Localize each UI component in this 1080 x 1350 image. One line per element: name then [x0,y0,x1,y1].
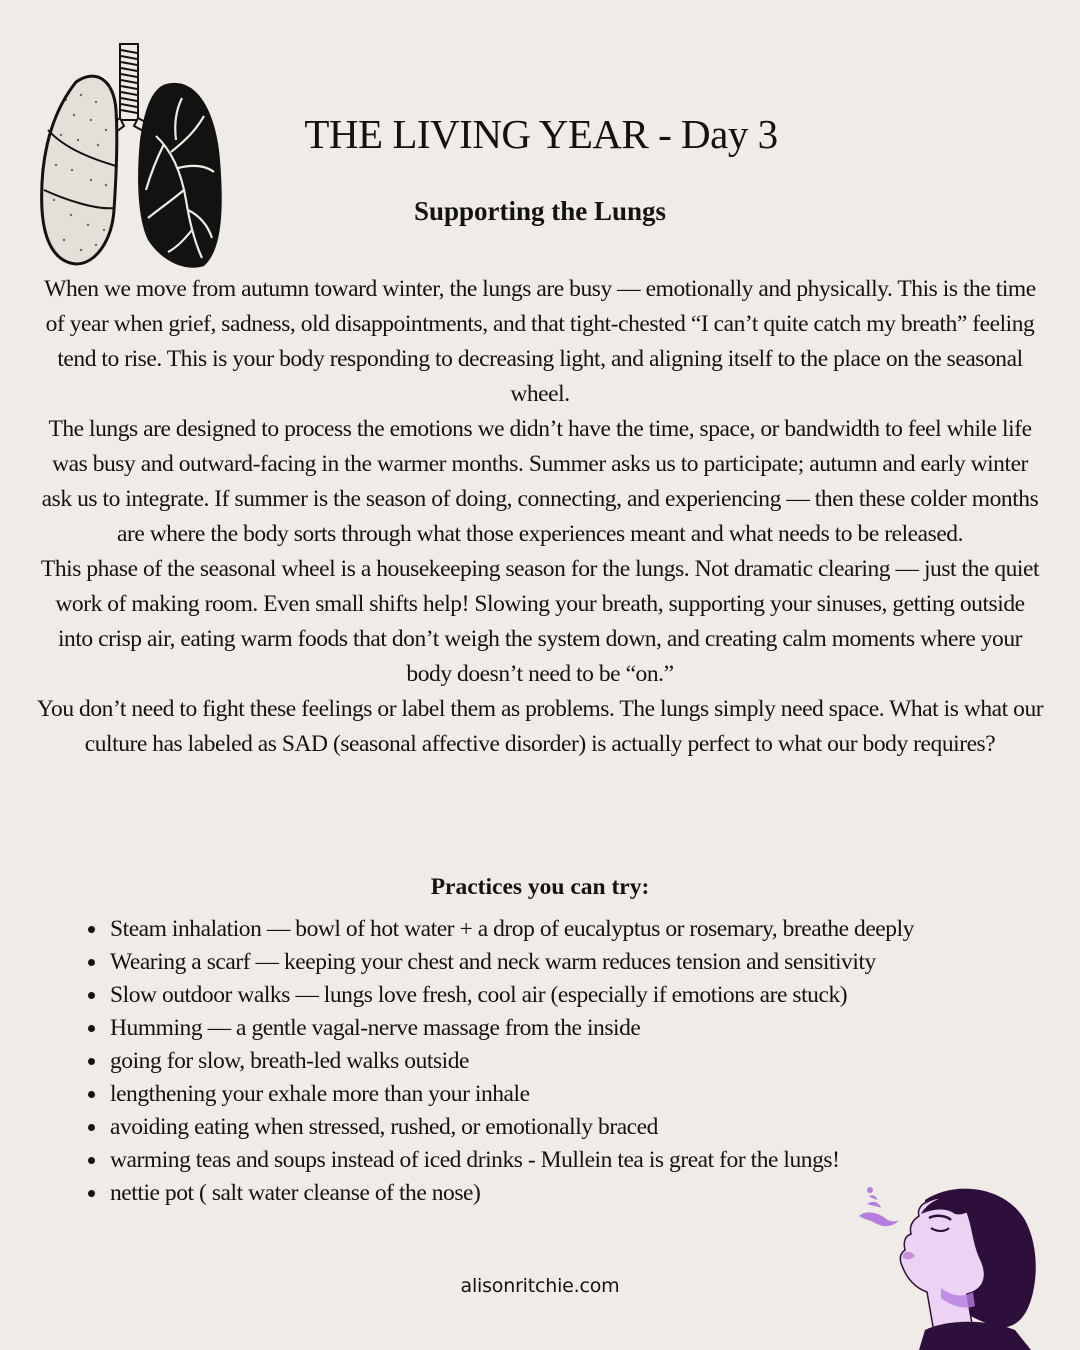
list-item: avoiding eating when stressed, rushed, or emotionally braced [88,1111,1028,1144]
list-item: nettie pot ( salt water cleanse of the nose) [88,1177,1028,1210]
shirt [919,1322,1031,1350]
list-item: Humming — a gentle vagal-nerve massage from the inside [88,1012,1028,1045]
paragraph: You don’t need to fight these feelings or label them as problems. The lungs simply need space. What is what our culture has labeled as SAD (seasonal affective disorder) is actually perfect to what our body requires? [36,696,1044,757]
bullet-icon [88,1091,95,1098]
bullet-icon [88,1058,95,1065]
website-link[interactable]: alisonritchie.com [460,1275,620,1297]
list-item: lengthening your exhale more than your inhale [88,1078,1028,1111]
page-title: THE LIVING YEAR - Day 3 [304,111,778,157]
bullet-icon [88,1025,95,1032]
bullet-icon [88,959,95,966]
paragraph: When we move from autumn toward winter, the lungs are busy — emotionally and physically. This is the time of year when grief, sadness, old disappointments, and that tight-chested “I can’t quite catch my breath” feeling tend to rise. This is your body responding to decreasing light, and aligning itself to the place on the seasonal wheel. [44,276,1036,407]
list-item: Slow outdoor walks — lungs love fresh, cool air (especially if emotions are stuck) [88,979,1028,1012]
woman-exhaling-illustration-icon [855,1180,1045,1350]
practices-list [88,913,1028,1210]
breath-icon [859,1187,899,1226]
list-item: Wearing a scarf — keeping your chest and neck warm reduces tension and sensitivity [88,946,1028,979]
list-item: warming teas and soups instead of iced drinks - Mullein tea is great for the lungs! [88,1144,1028,1177]
list-item: Steam inhalation — bowl of hot water + a drop of eucalyptus or rosemary, breathe deeply [88,913,1028,946]
page-subtitle: Supporting the Lungs [413,196,667,226]
body-text [36,272,1044,762]
bullet-icon [88,1157,95,1164]
bullet-icon [88,1124,95,1131]
practices-heading: Practices you can try: [430,874,650,900]
bullet-icon [88,1190,95,1197]
left-lung [42,76,117,264]
bullet-icon [88,992,95,999]
paragraph: The lungs are designed to process the emotions we didn’t have the time, space, or bandwidth to feel while life was busy and outward-facing in the warmer months. Summer asks us to participate; autumn and early winter ask us to integrate. If summer is the season of doing, connecting, and experiencing — then these colder months are where the body sorts through what those experiences meant and what needs to be released. [41,416,1039,547]
bullet-icon [88,926,95,933]
paragraph: This phase of the seasonal wheel is a housekeeping season for the lungs. Not dramatic clearing — just the quiet work of making room. Even small shifts help! Slowing your breath, supporting your sinuses, getting outside into crisp air, eating warm foods that don’t weigh the system down, and creating calm moments where your body doesn’t need to be “on.” [40,556,1040,687]
list-item: going for slow, breath-led walks outside [88,1045,1028,1078]
